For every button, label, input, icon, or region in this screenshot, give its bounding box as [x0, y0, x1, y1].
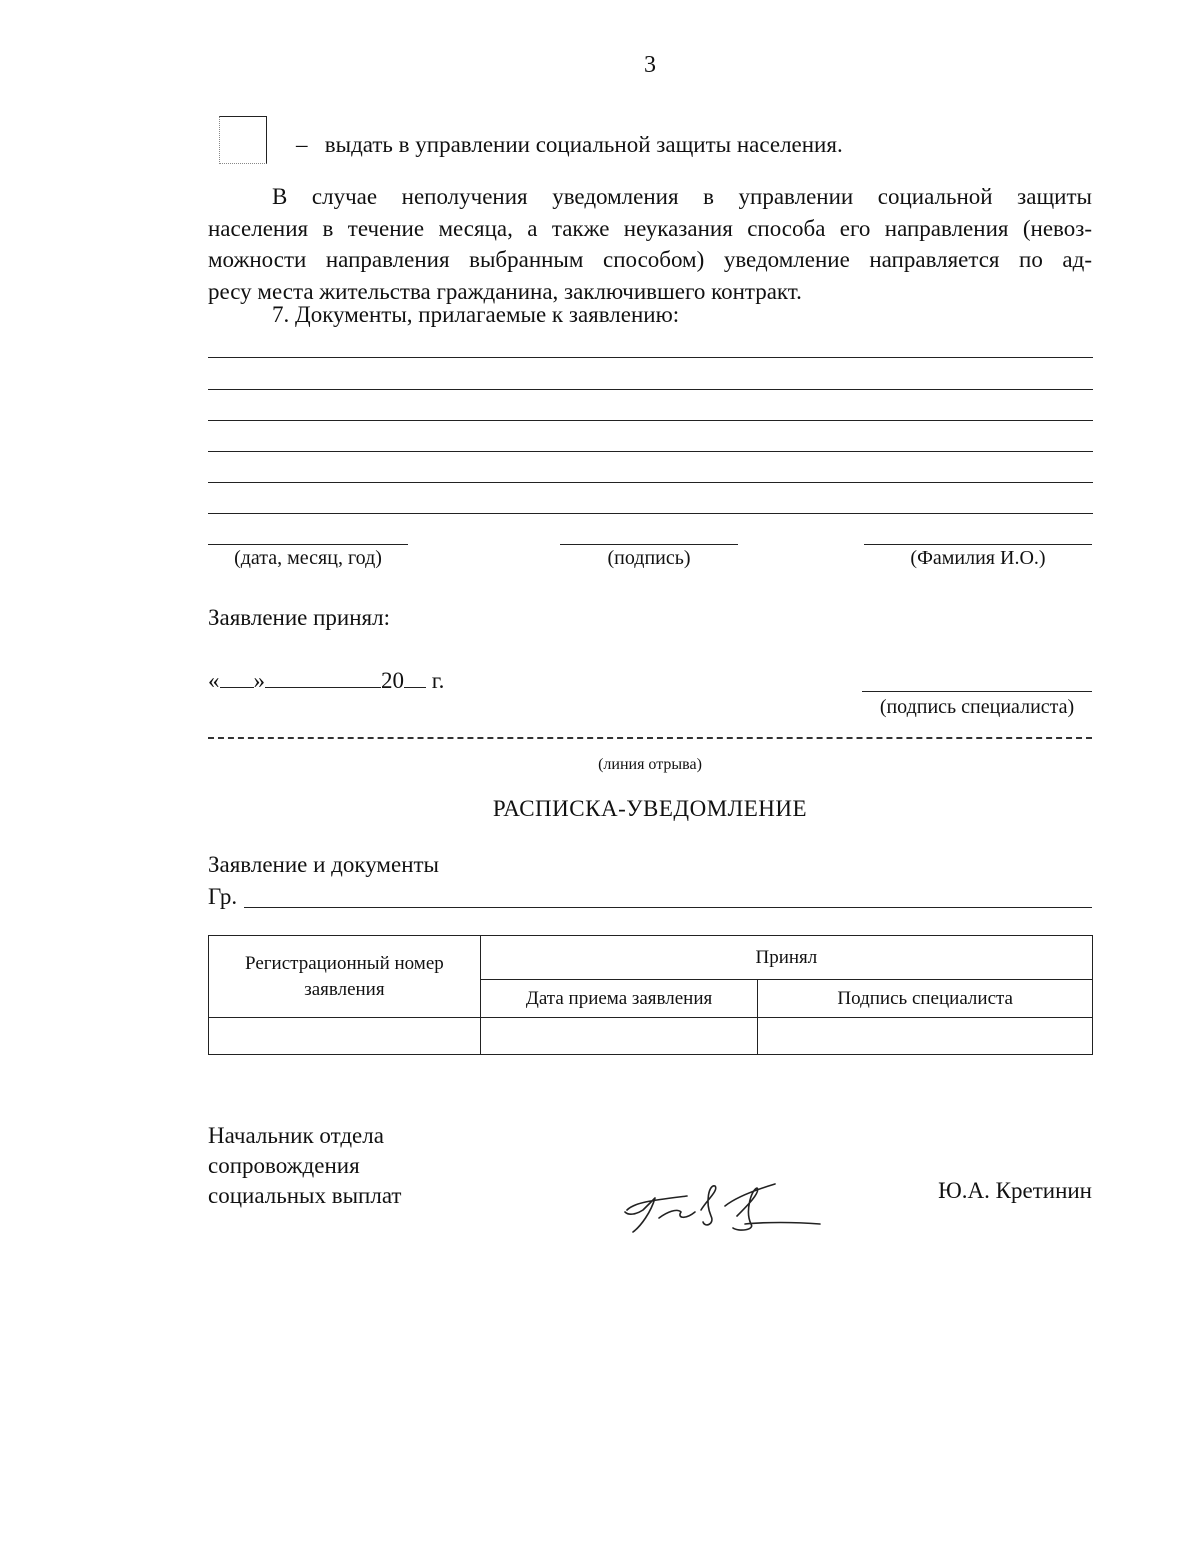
date-header: Дата приема заявления: [480, 980, 758, 1018]
close-quote: »: [253, 668, 265, 693]
date-caption: (дата, месяц, год): [234, 547, 382, 569]
documents-fill-line[interactable]: [208, 420, 1093, 421]
page-number: 3: [644, 52, 656, 78]
documents-fill-line[interactable]: [208, 451, 1093, 452]
citizen-label: Гр.: [208, 884, 238, 909]
tear-line: [208, 737, 1092, 739]
signatory-name: Ю.А. Кретинин: [938, 1178, 1092, 1203]
delivery-option-checkbox[interactable]: [219, 116, 267, 164]
notice-paragraph: [208, 181, 1092, 307]
documents-heading: 7. Документы, прилагаемые к заявлению:: [272, 302, 680, 327]
day-blank[interactable]: [220, 667, 254, 688]
footer-title-line: социальных выплат: [208, 1183, 402, 1208]
date-field-line[interactable]: [208, 544, 408, 545]
paragraph-line-4: ресу места жительства гражданина, заключившего контракт.: [208, 278, 802, 304]
signature-field-line[interactable]: [560, 544, 738, 545]
footer-title-line: Начальник отдела: [208, 1123, 384, 1148]
option-text: выдать в управлении социальной защиты населения.: [324, 132, 843, 157]
signature-header: Подпись специалиста: [758, 980, 1093, 1018]
acceptance-date-row: [208, 667, 444, 694]
accepted-header: Принял: [480, 936, 1092, 980]
reg-number-header-line2: заявления: [304, 978, 385, 1000]
name-caption: (Фамилия И.О.): [910, 547, 1046, 569]
specialist-signature-line[interactable]: [862, 691, 1092, 692]
tear-line-caption: (линия отрыва): [598, 756, 702, 773]
year-prefix: 20: [381, 668, 404, 693]
paragraph-line-1: В случае неполучения уведомления в управлении социальной защиты: [272, 184, 1092, 209]
table-row: [209, 1018, 1093, 1055]
footer-title-line: сопровождения: [208, 1153, 360, 1178]
signature-cell[interactable]: [758, 1018, 1093, 1055]
receipt-documents-label: Заявление и документы: [208, 852, 440, 877]
handwritten-signature: [615, 1172, 825, 1242]
reg-number-header: [209, 936, 481, 1018]
paragraph-line-2: населения в течение месяца, а также неуказания способа его направления (невоз-: [208, 215, 1092, 241]
date-cell[interactable]: [480, 1018, 758, 1055]
specialist-caption: (подпись специалиста): [879, 696, 1075, 718]
delivery-option-label: [296, 132, 843, 158]
documents-fill-line[interactable]: [208, 357, 1093, 358]
table-row: [209, 936, 1093, 980]
option-dash: –: [296, 132, 308, 157]
reg-number-header-line1: Регистрационный номер: [245, 952, 444, 974]
documents-fill-line[interactable]: [208, 513, 1093, 514]
month-blank[interactable]: [265, 667, 381, 688]
documents-fill-line[interactable]: [208, 389, 1093, 390]
paragraph-line-3: можности направления выбранным способом) уведомление направляется по ад-: [208, 247, 1092, 272]
footer-position-title: [208, 1121, 401, 1211]
citizen-name-line[interactable]: [244, 907, 1092, 908]
signature-caption: (подпись): [607, 547, 691, 569]
registration-table: [208, 935, 1093, 1055]
accepted-heading: Заявление принял:: [208, 605, 391, 630]
receipt-title: РАСПИСКА-УВЕДОМЛЕНИЕ: [492, 796, 808, 821]
documents-fill-line[interactable]: [208, 482, 1093, 483]
year-suffix: г.: [431, 668, 445, 693]
name-field-line[interactable]: [864, 544, 1092, 545]
reg-number-cell[interactable]: [209, 1018, 481, 1055]
open-quote: «: [208, 668, 220, 693]
year-blank[interactable]: [404, 667, 426, 688]
